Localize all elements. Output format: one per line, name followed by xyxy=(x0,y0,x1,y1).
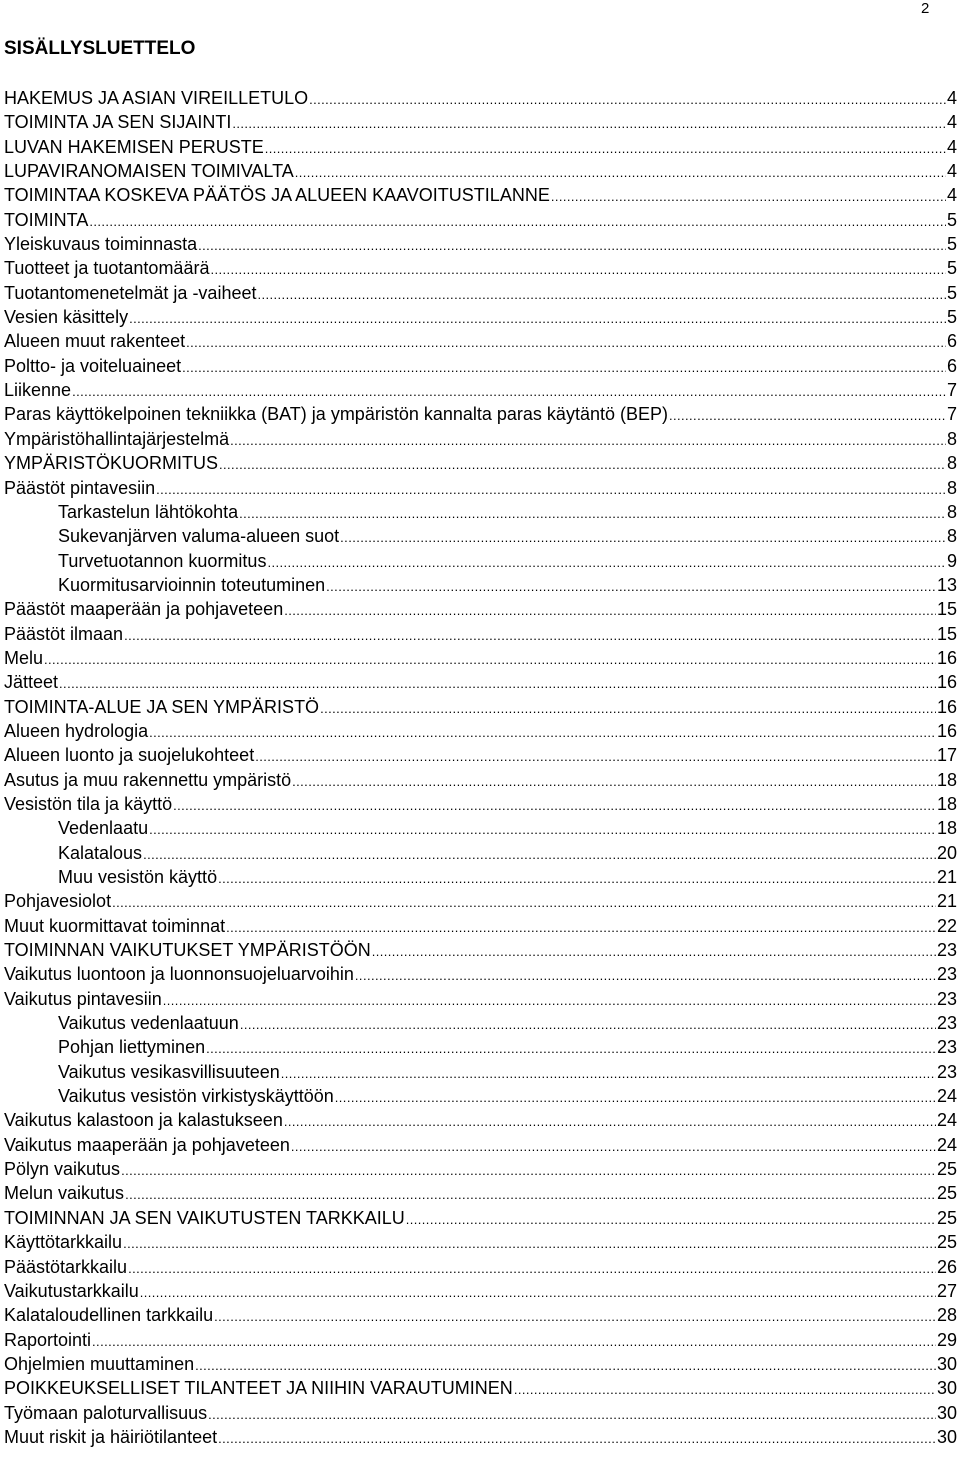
toc-entry-text: Raportointi xyxy=(4,1329,92,1350)
dot-leader xyxy=(284,599,936,623)
toc-entry-page: 30 xyxy=(936,1378,957,1399)
toc-entry[interactable] xyxy=(4,768,957,792)
dot-leader xyxy=(195,1354,936,1378)
toc-entry[interactable] xyxy=(4,86,957,110)
toc-entry-page: 23 xyxy=(936,964,957,985)
toc-entry[interactable] xyxy=(4,889,957,913)
dot-leader xyxy=(551,185,946,209)
toc-entry[interactable] xyxy=(4,1352,957,1376)
dot-leader xyxy=(257,283,946,307)
toc-entry-page: 24 xyxy=(936,1134,957,1155)
toc-entry-text: Melu xyxy=(4,647,44,668)
toc-entry[interactable] xyxy=(4,232,957,256)
dot-leader xyxy=(340,526,946,550)
toc-entry-text: Alueen hydrologia xyxy=(4,720,149,741)
toc-entry-page: 5 xyxy=(946,258,957,279)
toc-entry[interactable] xyxy=(4,938,957,962)
toc-entry-page: 16 xyxy=(936,720,957,741)
toc-entry-text: Vaikutustarkkailu xyxy=(4,1280,139,1301)
toc-entry[interactable] xyxy=(4,1206,957,1230)
toc-entry[interactable] xyxy=(4,1157,957,1181)
toc-entry-text: Vaikutus maaperään ja pohjaveteen xyxy=(4,1134,290,1155)
toc-entry-page: 23 xyxy=(936,1037,957,1058)
toc-entry-page: 23 xyxy=(936,940,957,961)
toc-entry-page: 5 xyxy=(946,307,957,328)
toc-entry-text: Vaikutus pintavesiin xyxy=(4,988,162,1009)
toc-entry-page: 6 xyxy=(946,331,957,352)
toc-entry[interactable] xyxy=(4,1035,957,1059)
dot-leader xyxy=(163,989,936,1013)
toc-entry-page: 7 xyxy=(946,380,957,401)
dot-leader xyxy=(284,1110,936,1134)
toc-entry-text: LUPAVIRANOMAISEN TOIMIVALTA xyxy=(4,161,294,182)
toc-entry-text: Päästötarkkailu xyxy=(4,1256,128,1277)
toc-entry-page: 25 xyxy=(936,1183,957,1204)
toc-entry-text: Alueen luonto ja suojelukohteet xyxy=(4,745,255,766)
toc-entry-text: Melun vaikutus xyxy=(4,1183,125,1204)
toc-entry[interactable] xyxy=(4,841,957,865)
toc-entry[interactable] xyxy=(4,1084,957,1108)
toc-entry-text: Päästöt pintavesiin xyxy=(4,477,156,498)
dot-leader xyxy=(210,258,946,282)
toc-entry[interactable] xyxy=(4,549,957,573)
toc-entry-text: Ohjelmien muuttaminen xyxy=(4,1353,195,1374)
toc-entry-text: Liikenne xyxy=(4,380,72,401)
dot-leader xyxy=(198,234,946,258)
toc-entry-text: Alueen muut rakenteet xyxy=(4,331,186,352)
toc-entry-page: 25 xyxy=(936,1207,957,1228)
toc-entry-page: 29 xyxy=(936,1329,957,1350)
dot-leader xyxy=(173,794,936,818)
toc-entry-text: Vaikutus kalastoon ja kalastukseen xyxy=(4,1110,283,1131)
toc-entry-text: Turvetuotannon kuormitus xyxy=(58,550,267,571)
toc-entry[interactable] xyxy=(4,1401,957,1425)
toc-entry-text: Kalataloudellinen tarkkailu xyxy=(4,1305,214,1326)
toc-entry[interactable] xyxy=(4,914,957,938)
toc-entry-page: 8 xyxy=(946,526,957,547)
toc-entry-page: 30 xyxy=(936,1426,957,1447)
toc-entry[interactable] xyxy=(4,622,957,646)
dot-leader xyxy=(44,648,936,672)
toc-entry-text: Vedenlaatu xyxy=(58,818,149,839)
toc-entry-text: TOIMINNAN JA SEN VAIKUTUSTEN TARKKAILU xyxy=(4,1207,405,1228)
toc-entry-text: Poltto- ja voiteluaineet xyxy=(4,355,182,376)
dot-leader xyxy=(281,1062,936,1086)
toc-entry[interactable] xyxy=(4,305,957,329)
dot-leader xyxy=(326,575,936,599)
toc-entry[interactable] xyxy=(4,646,957,670)
toc-entry-page: 23 xyxy=(936,988,957,1009)
toc-entry[interactable] xyxy=(4,597,957,621)
toc-entry-text: Tuotantomenetelmät ja -vaiheet xyxy=(4,282,257,303)
toc-entry-text: YMPÄRISTÖKUORMITUS xyxy=(4,453,219,474)
toc-entry-page: 15 xyxy=(936,599,957,620)
toc-entry-page: 5 xyxy=(946,282,957,303)
toc-entry-page: 22 xyxy=(936,915,957,936)
toc-entry[interactable] xyxy=(4,378,957,402)
dot-leader xyxy=(129,307,946,331)
toc-entry-text: Pohjavesiolot xyxy=(4,891,112,912)
toc-entry-text: TOIMINTAA KOSKEVA PÄÄTÖS JA ALUEEN KAAVOITUSTILANNE xyxy=(4,185,550,206)
toc-entry-page: 16 xyxy=(936,672,957,693)
toc-entry[interactable] xyxy=(4,865,957,889)
toc-entry-page: 15 xyxy=(936,623,957,644)
toc-entry[interactable] xyxy=(4,1060,957,1084)
toc-entry-page: 26 xyxy=(936,1256,957,1277)
toc-entry-text: Asutus ja muu rakennettu ympäristö xyxy=(4,769,292,790)
dot-leader xyxy=(121,1159,936,1183)
toc-entry[interactable] xyxy=(4,208,957,232)
dot-leader xyxy=(240,1013,936,1037)
toc-entry-page: 24 xyxy=(936,1110,957,1131)
toc-entry[interactable] xyxy=(4,354,957,378)
toc-entry-page: 23 xyxy=(936,1061,957,1082)
toc-entry-text: Vesien käsittely xyxy=(4,307,129,328)
toc-entry-text: TOIMINTA xyxy=(4,209,89,230)
dot-leader xyxy=(156,478,946,502)
dot-leader xyxy=(112,891,936,915)
toc-entry-text: Jätteet xyxy=(4,672,59,693)
dot-leader xyxy=(219,453,946,477)
toc-entry-text: Tuotteet ja tuotantomäärä xyxy=(4,258,210,279)
toc-entry[interactable] xyxy=(4,670,957,694)
dot-leader xyxy=(291,1135,936,1159)
toc-entry[interactable] xyxy=(4,962,957,986)
toc-entry[interactable] xyxy=(4,183,957,207)
toc-entry-page: 13 xyxy=(936,574,957,595)
toc-entry[interactable] xyxy=(4,816,957,840)
dot-leader xyxy=(218,867,936,891)
dot-leader xyxy=(214,1305,936,1329)
dot-leader xyxy=(128,1257,936,1281)
dot-leader xyxy=(125,1183,936,1207)
toc-entry-text: HAKEMUS JA ASIAN VIREILLETULO xyxy=(4,88,309,108)
toc-entry[interactable] xyxy=(4,743,957,767)
toc-entry-page: 8 xyxy=(946,477,957,498)
toc-entry-text: Päästöt ilmaan xyxy=(4,623,124,644)
toc-entry[interactable] xyxy=(4,1133,957,1157)
toc-entry-text: Muut riskit ja häiriötilanteet xyxy=(4,1426,218,1447)
toc-entry-page: 21 xyxy=(936,891,957,912)
toc-entry[interactable] xyxy=(4,1108,957,1132)
dot-leader xyxy=(182,356,946,380)
toc-entry-text: Kuormitusarvioinnin toteutuminen xyxy=(58,574,326,595)
dot-leader xyxy=(669,404,946,428)
toc-entry-page: 25 xyxy=(936,1232,957,1253)
toc-entry-page: 8 xyxy=(946,428,957,449)
dot-leader xyxy=(255,745,936,769)
dot-leader xyxy=(292,770,936,794)
toc-entry-page: 4 xyxy=(946,185,957,206)
dot-leader xyxy=(232,112,946,136)
toc-entry-text: Muut kuormittavat toiminnat xyxy=(4,915,226,936)
toc-entry-page: 17 xyxy=(936,745,957,766)
toc-entry[interactable] xyxy=(4,695,957,719)
dot-leader xyxy=(208,1403,936,1427)
toc-entry[interactable] xyxy=(4,110,957,134)
toc-entry[interactable] xyxy=(4,281,957,305)
toc-entry[interactable] xyxy=(4,524,957,548)
dot-leader xyxy=(265,137,946,161)
toc-entry[interactable] xyxy=(4,159,957,183)
toc-entry-page: 18 xyxy=(936,818,957,839)
dot-leader xyxy=(230,429,946,453)
toc-entry[interactable] xyxy=(4,451,957,475)
toc-entry[interactable] xyxy=(4,329,957,353)
toc-entry-text: Vesistön tila ja käyttö xyxy=(4,793,173,814)
dot-leader xyxy=(92,1330,936,1354)
toc-entry-text: Käyttötarkkailu xyxy=(4,1232,123,1253)
toc-entry-page: 16 xyxy=(936,696,957,717)
dot-leader xyxy=(406,1208,936,1232)
toc-entry-text: Kalatalous xyxy=(58,842,143,863)
toc-entry-page: 28 xyxy=(936,1305,957,1326)
toc-entry-text: Työmaan paloturvallisuus xyxy=(4,1402,208,1423)
toc-entry[interactable] xyxy=(4,476,957,500)
toc-entry-page: 5 xyxy=(946,209,957,230)
dot-leader xyxy=(59,672,936,696)
toc-entry-page: 9 xyxy=(946,550,957,571)
dot-leader xyxy=(123,1232,936,1256)
toc-entry-page: 6 xyxy=(946,355,957,376)
toc-entry-text: Vaikutus vesikasvillisuuteen xyxy=(58,1061,280,1082)
toc-entry-page: 18 xyxy=(936,769,957,790)
toc-entry-page: 20 xyxy=(936,842,957,863)
toc-entry-page: 4 xyxy=(946,88,957,108)
dot-leader xyxy=(140,1281,936,1305)
toc-entry-text: LUVAN HAKEMISEN PERUSTE xyxy=(4,136,264,157)
toc-entry[interactable] xyxy=(4,1011,957,1035)
dot-leader xyxy=(186,331,946,355)
dot-leader xyxy=(309,88,946,112)
toc-entry-page: 21 xyxy=(936,867,957,887)
dot-leader xyxy=(239,502,946,526)
dot-leader xyxy=(320,697,936,721)
dot-leader xyxy=(335,1086,936,1110)
dot-leader xyxy=(149,818,936,842)
dot-leader xyxy=(89,210,946,234)
toc-entry[interactable] xyxy=(4,792,957,816)
toc-entry[interactable] xyxy=(4,1279,957,1303)
toc-title: SISÄLLYSLUETTELO xyxy=(4,38,196,59)
dot-leader xyxy=(267,551,946,575)
toc-entry[interactable] xyxy=(4,1425,957,1449)
toc-entry-page: 5 xyxy=(946,234,957,255)
toc-entry-text: TOIMINTA-ALUE JA SEN YMPÄRISTÖ xyxy=(4,696,320,717)
toc-list xyxy=(4,86,957,1449)
toc-entry-text: Vaikutus vedenlaatuun xyxy=(58,1013,239,1034)
toc-entry[interactable] xyxy=(4,1328,957,1352)
toc-entry-text: Tarkastelun lähtökohta xyxy=(58,501,239,522)
toc-entry-text: Yleiskuvaus toiminnasta xyxy=(4,234,198,255)
toc-entry-text: Ympäristöhallintajärjestelmä xyxy=(4,428,230,449)
toc-entry-page: 25 xyxy=(936,1159,957,1180)
page-number: 2 xyxy=(921,0,930,17)
dot-leader xyxy=(295,161,946,185)
toc-entry-text: Paras käyttökelpoinen tekniikka (BAT) ja ympäristön kannalta paras käytäntö (BEP) xyxy=(4,404,668,425)
toc-entry[interactable] xyxy=(4,402,957,426)
toc-entry-text: Pohjan liettyminen xyxy=(58,1037,206,1058)
dot-leader xyxy=(355,964,936,988)
toc-entry-page: 27 xyxy=(936,1280,957,1301)
dot-leader xyxy=(72,380,946,404)
toc-entry[interactable] xyxy=(4,135,957,159)
toc-entry[interactable] xyxy=(4,573,957,597)
toc-entry[interactable] xyxy=(4,1303,957,1327)
toc-entry-page: 16 xyxy=(936,647,957,668)
toc-entry-page: 30 xyxy=(936,1402,957,1423)
toc-entry-page: 23 xyxy=(936,1013,957,1034)
dot-leader xyxy=(149,721,936,745)
toc-entry-text: TOIMINNAN VAIKUTUKSET YMPÄRISTÖÖN xyxy=(4,940,371,961)
toc-entry-page: 4 xyxy=(946,112,957,133)
dot-leader xyxy=(514,1378,936,1402)
dot-leader xyxy=(226,916,936,940)
dot-leader xyxy=(372,940,936,964)
dot-leader xyxy=(143,843,936,867)
toc-entry-text: Vaikutus vesistön virkistyskäyttöön xyxy=(58,1086,334,1107)
dot-leader xyxy=(218,1427,936,1451)
toc-entry-text: Muu vesistön käyttö xyxy=(58,867,218,887)
toc-entry-page: 8 xyxy=(946,501,957,522)
toc-entry-page: 8 xyxy=(946,453,957,474)
toc-entry-text: TOIMINTA JA SEN SIJAINTI xyxy=(4,112,232,133)
toc-entry[interactable] xyxy=(4,1230,957,1254)
toc-entry-text: Päästöt maaperään ja pohjaveteen xyxy=(4,599,284,620)
toc-entry[interactable] xyxy=(4,1181,957,1205)
toc-entry[interactable] xyxy=(4,427,957,451)
dot-leader xyxy=(206,1037,936,1061)
toc-entry-text: Vaikutus luontoon ja luonnonsuojeluarvoihin xyxy=(4,964,354,985)
toc-entry-page: 24 xyxy=(936,1086,957,1107)
dot-leader xyxy=(124,624,936,648)
toc-entry-text: Pölyn vaikutus xyxy=(4,1159,121,1180)
toc-entry[interactable] xyxy=(4,719,957,743)
toc-entry[interactable] xyxy=(4,1255,957,1279)
toc-entry-page: 18 xyxy=(936,793,957,814)
toc-entry[interactable] xyxy=(4,256,957,280)
toc-entry-page: 30 xyxy=(936,1353,957,1374)
toc-entry-text: POIKKEUKSELLISET TILANTEET JA NIIHIN VARAUTUMINEN xyxy=(4,1378,513,1399)
toc-entry[interactable] xyxy=(4,987,957,1011)
toc-entry[interactable] xyxy=(4,1376,957,1400)
toc-entry[interactable] xyxy=(4,500,957,524)
toc-entry-page: 7 xyxy=(946,404,957,425)
toc-entry-text: Sukevanjärven valuma-alueen suot xyxy=(58,526,340,547)
toc-entry-page: 4 xyxy=(946,161,957,182)
toc-entry-page: 4 xyxy=(946,136,957,157)
